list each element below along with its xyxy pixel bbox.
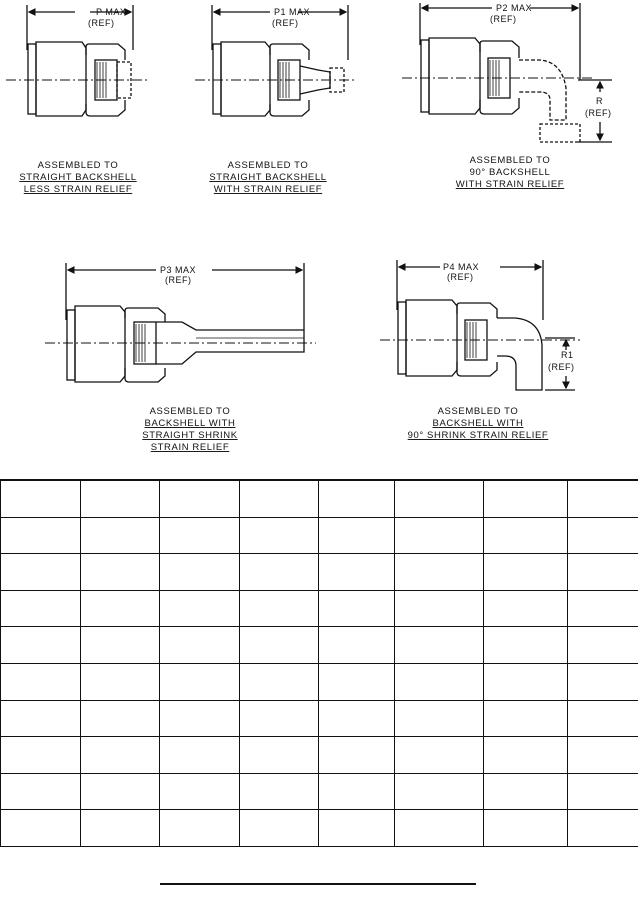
fig1-caption-line3: LESS STRAIN RELIEF — [23, 184, 133, 195]
table-cell — [568, 773, 638, 810]
fig3-caption-line2: 90° BACKSHELL — [469, 167, 551, 178]
table-row — [1, 773, 638, 810]
table-row — [1, 663, 638, 700]
table-cell — [319, 700, 395, 737]
figure-straight-less-relief — [6, 5, 150, 116]
fig2-caption-line1: ASSEMBLED TO — [227, 160, 309, 171]
table-row — [1, 554, 638, 591]
fig3-side-label: R — [596, 96, 603, 106]
table-cell — [160, 737, 240, 774]
fig5-side-label: R1 — [561, 350, 574, 360]
table-cell — [484, 590, 568, 627]
fig3-dim-label: P2 MAX — [496, 3, 533, 13]
fig3-caption-line1: ASSEMBLED TO — [469, 155, 551, 166]
table-cell — [1, 663, 81, 700]
fig5-ref-label: (REF) — [447, 272, 474, 282]
table-cell — [81, 480, 160, 517]
table-cell — [568, 810, 638, 847]
fig3-caption-line3: WITH STRAIN RELIEF — [455, 179, 565, 190]
table-row — [1, 517, 638, 554]
fig4-caption-line3: STRAIGHT SHRINK — [142, 430, 238, 441]
table-cell — [81, 627, 160, 664]
table-cell — [81, 700, 160, 737]
table-cell — [160, 627, 240, 664]
table-cell — [568, 663, 638, 700]
table-cell — [484, 773, 568, 810]
fig1-caption-line1: ASSEMBLED TO — [37, 160, 119, 171]
table-cell — [568, 590, 638, 627]
table-cell — [484, 480, 568, 517]
table-cell — [395, 810, 484, 847]
table-cell — [319, 737, 395, 774]
fig4-ref-label: (REF) — [165, 275, 192, 285]
table-row — [1, 810, 638, 847]
table-cell — [160, 810, 240, 847]
table-cell — [484, 663, 568, 700]
fig1-caption-line2: STRAIGHT BACKSHELL — [19, 172, 137, 183]
table-cell — [395, 554, 484, 591]
dimension-table — [0, 479, 638, 847]
table-cell — [395, 480, 484, 517]
fig5-dim-label: P4 MAX — [443, 262, 480, 272]
fig2-caption-line3: WITH STRAIN RELIEF — [213, 184, 323, 195]
table-cell — [160, 700, 240, 737]
table-cell — [319, 810, 395, 847]
table-cell — [1, 773, 81, 810]
table-cell — [395, 627, 484, 664]
table-cell — [160, 773, 240, 810]
fig3-ref-label: (REF) — [490, 14, 517, 24]
table-cell — [81, 810, 160, 847]
table-cell — [1, 517, 81, 554]
table-cell — [240, 627, 319, 664]
table-cell — [240, 810, 319, 847]
table-cell — [568, 554, 638, 591]
table-cell — [81, 773, 160, 810]
fig5-caption-line3: 90° SHRINK STRAIN RELIEF — [407, 430, 549, 441]
fig2-ref-label: (REF) — [272, 18, 299, 28]
table-cell — [81, 517, 160, 554]
table-cell — [160, 590, 240, 627]
table-cell — [240, 737, 319, 774]
table-cell — [240, 773, 319, 810]
table-cell — [395, 517, 484, 554]
table-cell — [484, 627, 568, 664]
table-cell — [240, 590, 319, 627]
table-cell — [160, 554, 240, 591]
table-cell — [568, 700, 638, 737]
table-cell — [568, 627, 638, 664]
table-cell — [240, 517, 319, 554]
fig3-side-ref: (REF) — [585, 108, 612, 118]
table-row — [1, 480, 638, 517]
table-cell — [160, 480, 240, 517]
footer-rule — [160, 883, 476, 885]
table-cell — [81, 663, 160, 700]
table-cell — [484, 554, 568, 591]
table-cell — [1, 554, 81, 591]
table-cell — [240, 480, 319, 517]
fig5-side-ref: (REF) — [548, 362, 575, 372]
table-cell — [319, 773, 395, 810]
table-cell — [1, 480, 81, 517]
table-cell — [81, 590, 160, 627]
table-cell — [240, 663, 319, 700]
table-cell — [1, 737, 81, 774]
table-cell — [319, 663, 395, 700]
fig4-caption-line2: BACKSHELL WITH — [144, 418, 236, 429]
table-row — [1, 590, 638, 627]
table-cell — [484, 737, 568, 774]
table-row — [1, 737, 638, 774]
fig1-ref-label: (REF) — [88, 18, 115, 28]
table-row — [1, 627, 638, 664]
table-cell — [1, 700, 81, 737]
fig1-dim-label: P MAX — [96, 7, 127, 17]
table-cell — [319, 480, 395, 517]
table-cell — [240, 700, 319, 737]
fig2-caption-line2: STRAIGHT BACKSHELL — [209, 172, 327, 183]
fig5-caption-line1: ASSEMBLED TO — [437, 406, 519, 417]
table-cell — [1, 590, 81, 627]
table-cell — [1, 810, 81, 847]
table-cell — [240, 554, 319, 591]
table-cell — [319, 554, 395, 591]
table-row — [1, 700, 638, 737]
table-cell — [1, 627, 81, 664]
fig2-dim-label: P1 MAX — [274, 7, 311, 17]
table-cell — [484, 700, 568, 737]
table-cell — [395, 590, 484, 627]
table-cell — [395, 663, 484, 700]
table-cell — [319, 517, 395, 554]
table-cell — [81, 737, 160, 774]
table-cell — [319, 627, 395, 664]
fig4-caption-line1: ASSEMBLED TO — [149, 406, 231, 417]
table-cell — [484, 810, 568, 847]
fig4-dim-label: P3 MAX — [160, 265, 197, 275]
table-cell — [395, 773, 484, 810]
table-cell — [568, 737, 638, 774]
table-cell — [81, 554, 160, 591]
table-cell — [395, 700, 484, 737]
table-cell — [484, 517, 568, 554]
fig5-caption-line2: BACKSHELL WITH — [432, 418, 524, 429]
table-cell — [160, 663, 240, 700]
table-cell — [568, 480, 638, 517]
table-cell — [395, 737, 484, 774]
table-cell — [160, 517, 240, 554]
table-cell — [568, 517, 638, 554]
fig4-caption-line4: STRAIN RELIEF — [150, 442, 230, 453]
table-cell — [319, 590, 395, 627]
